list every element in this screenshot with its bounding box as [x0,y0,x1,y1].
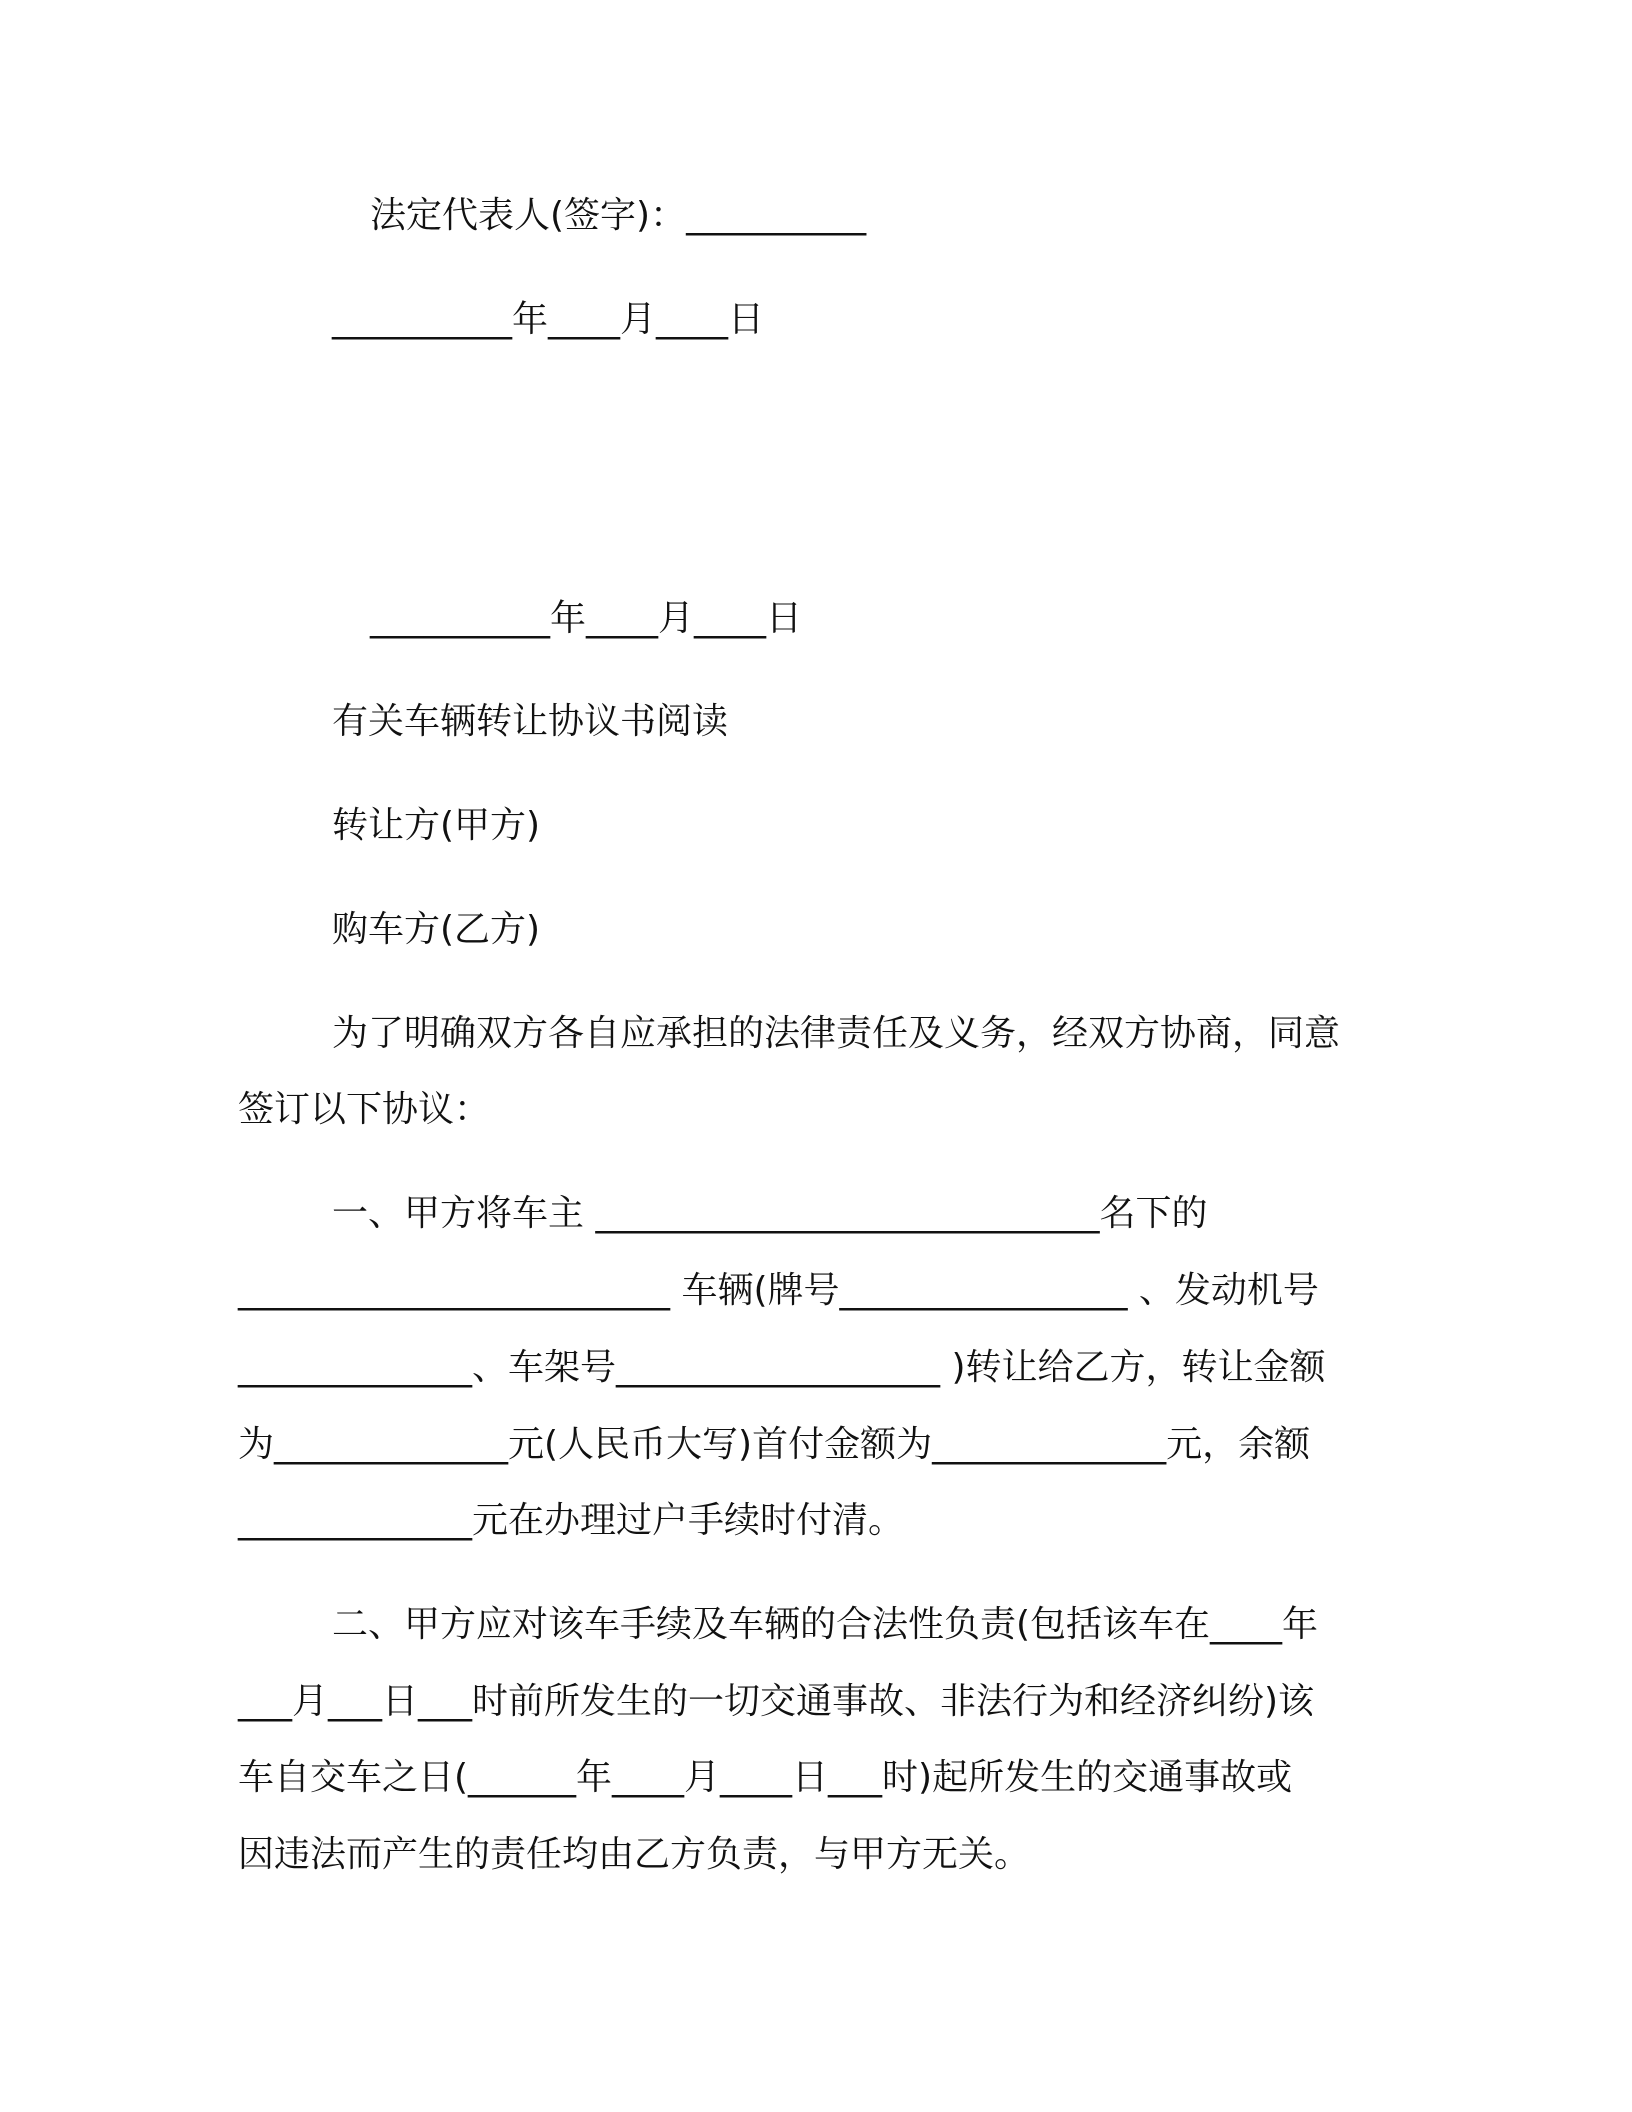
party-a-label: 转让方(甲方) [332,805,541,846]
clause-2-line: 因违法而产生的责任均由乙方负责，与甲方无关。 [238,1834,1031,1875]
date-line: __________年____月____日 [332,299,764,340]
clause-1-line: 一、甲方将车主 ____________________________名下的 [332,1193,1208,1234]
intro-line: 为了明确双方各自应承担的法律责任及义务，经双方协商，同意 [332,1013,1341,1054]
party-b-label: 购车方(乙方) [332,909,541,950]
date-line: __________年____月____日 [370,598,802,639]
clause-1-line: _____________、车架号__________________ )转让给乙方，转让金额 [238,1347,1326,1388]
legal-rep-signature-line: 法定代表人(签字)：__________ [370,195,867,236]
clause-2-line: ___月___日___时前所发生的一切交通事故、非法行为和经济纠纷)该 [238,1681,1315,1722]
clause-2-line: 二、甲方应对该车手续及车辆的合法性负责(包括该车在____年 [332,1604,1319,1645]
clause-1-line: 为_____________元(人民币大写)首付金额为_____________元，余额 [238,1424,1311,1465]
clause-1-line: _____________元在办理过户手续时付清。 [238,1500,905,1541]
document-title: 有关车辆转让协议书阅读 [332,701,729,742]
intro-line: 签订以下协议： [238,1089,491,1130]
clause-1-line: ________________________ 车辆(牌号________________ 、发动机号 [238,1270,1319,1311]
clause-2-line: 车自交车之日(______年____月____日___时)起所发生的交通事故或 [238,1757,1293,1798]
